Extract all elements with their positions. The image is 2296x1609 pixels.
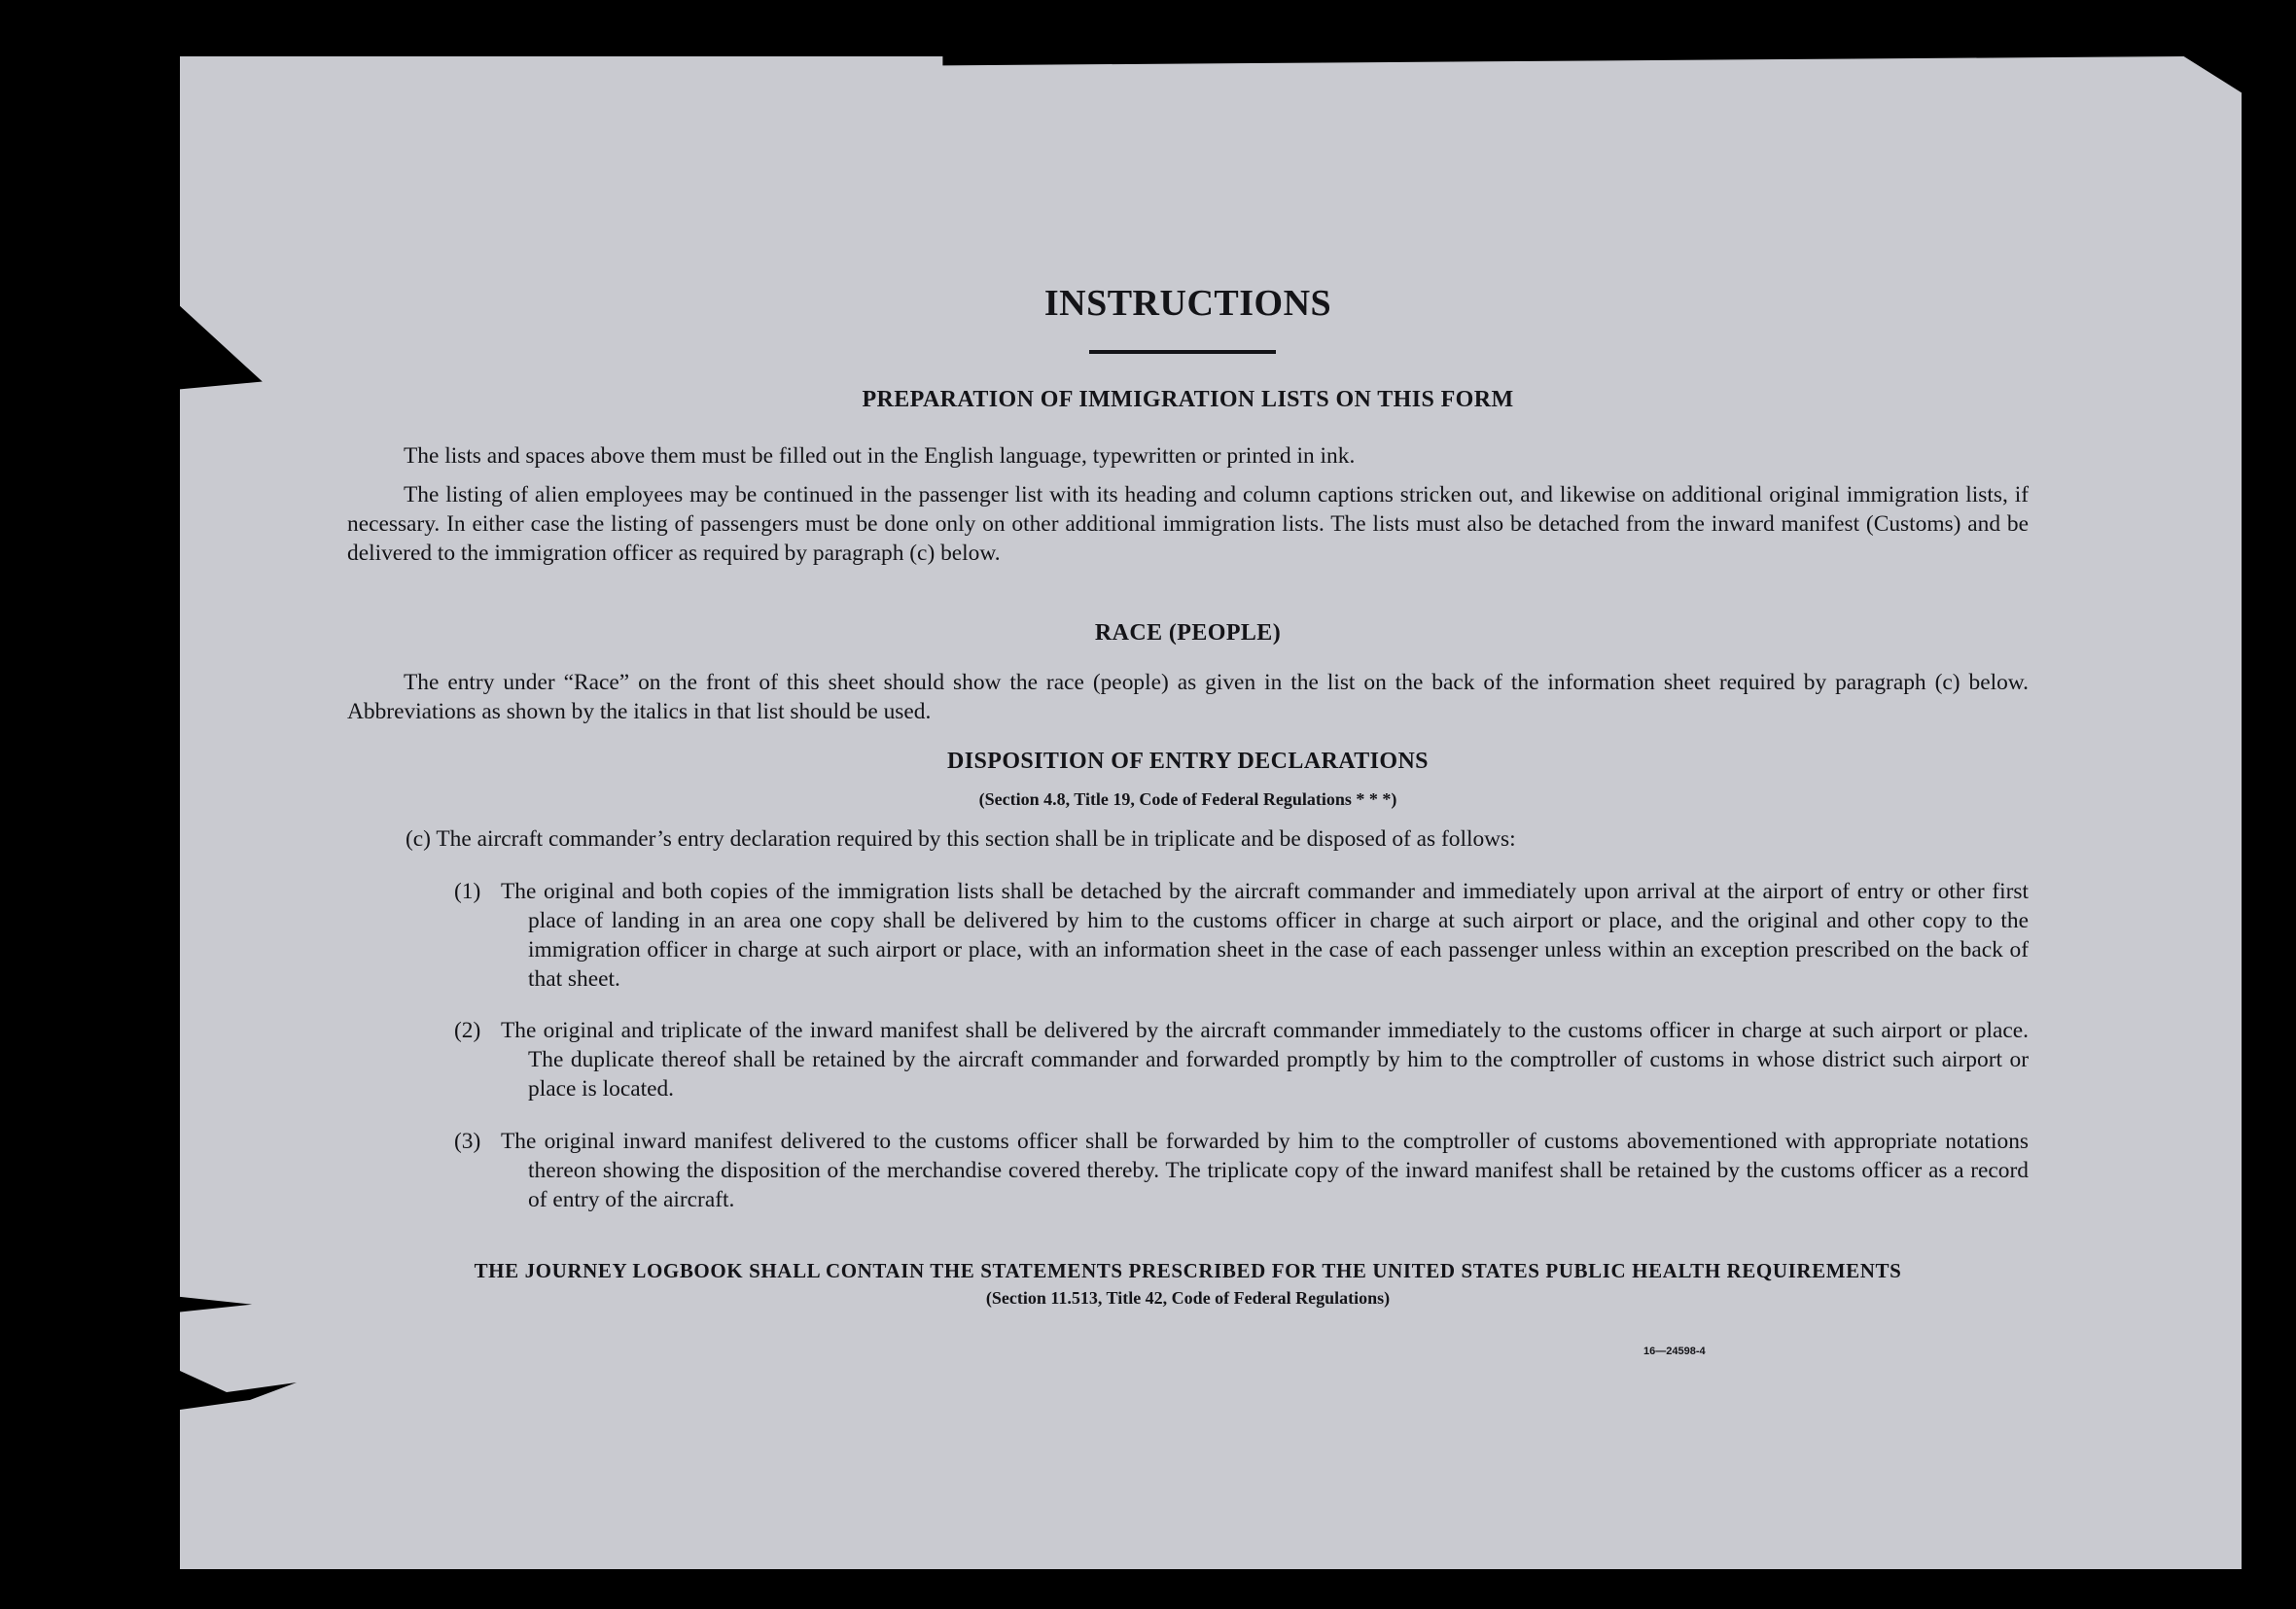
- disposition-item-2: [454, 1016, 2029, 1103]
- disposition-item-1: [454, 877, 2029, 994]
- item-number: (3): [454, 1129, 481, 1154]
- form-code: 16—24598-4: [1643, 1346, 1706, 1357]
- disposition-heading: DISPOSITION OF ENTRY DECLARATIONS: [947, 749, 1429, 774]
- footer-statement: THE JOURNEY LOGBOOK SHALL CONTAIN THE STATEMENTS PRESCRIBED FOR THE UNITED STATES PUBLIC HEALTH REQUIREMENTS: [474, 1259, 1902, 1282]
- footer-citation: (Section 11.513, Title 42, Code of Federal Regulations): [985, 1288, 1391, 1308]
- document-title: INSTRUCTIONS: [1043, 283, 1332, 324]
- preparation-heading: PREPARATION OF IMMIGRATION LISTS ON THIS FORM: [862, 387, 1514, 412]
- item-text: The original and triplicate of the inward manifest shall be delivered by the aircraft commander immediately to the customs officer in charge at such airport or place. The duplicate thereof shall be retained by the aircraft commander and forwarded promptly by him to the comptroller of customs in whose district such airport or place is located.: [501, 1018, 2029, 1102]
- item-number: (2): [454, 1018, 481, 1043]
- disposition-clause-c: (c) The aircraft commander’s entry declaration required by this section shall be in triplicate and be disposed of as follows:: [406, 826, 1516, 852]
- disposition-subheading: (Section 4.8, Title 19, Code of Federal Regulations * * *): [978, 789, 1397, 809]
- item-text: The original inward manifest delivered to the customs officer shall be forwarded by him to the comptroller of customs abovementioned with appropriate notations thereon showing the disposition of the merchandise covered thereby. The triplicate copy of the inward manifest shall be retained by the customs officer as a record of entry of the aircraft.: [501, 1129, 2029, 1212]
- race-heading: RACE (PEOPLE): [1094, 620, 1282, 646]
- bleed-through-text: [972, 255, 1084, 281]
- preparation-paragraph-2: The listing of alien employees may be continued in the passenger list with its heading and column captions stricken out, and likewise on additional original immigration lists, if necessary. In either case the listing of passengers must be done only on other additional immigration lists. The lists must also be detached from the inward manifest (Customs) and be delivered to the immigration officer as required by paragraph (c) below.: [347, 482, 2029, 566]
- disposition-item-3: [454, 1127, 2029, 1214]
- race-paragraph: The entry under “Race” on the front of this sheet should show the race (people) as given in the list on the back of the information sheet required by paragraph (c) below. Abbreviations as shown by the italics in that list should be used.: [347, 670, 2029, 724]
- item-number: (1): [454, 879, 481, 904]
- preparation-paragraph-1: The lists and spaces above them must be filled out in the English language, typewritten or printed in ink.: [404, 443, 1356, 469]
- item-text: The original and both copies of the immigration lists shall be detached by the aircraft commander and immediately upon arrival at the airport of entry or other first place of landing in an area one copy shall be delivered by him to the customs officer in charge at such airport or place, and the original and other copy to the immigration officer in charge at such airport or place, with an information sheet in the case of each passenger unless within an exception prescribed on the back of that sheet.: [501, 879, 2029, 992]
- title-underline: [1089, 350, 1276, 354]
